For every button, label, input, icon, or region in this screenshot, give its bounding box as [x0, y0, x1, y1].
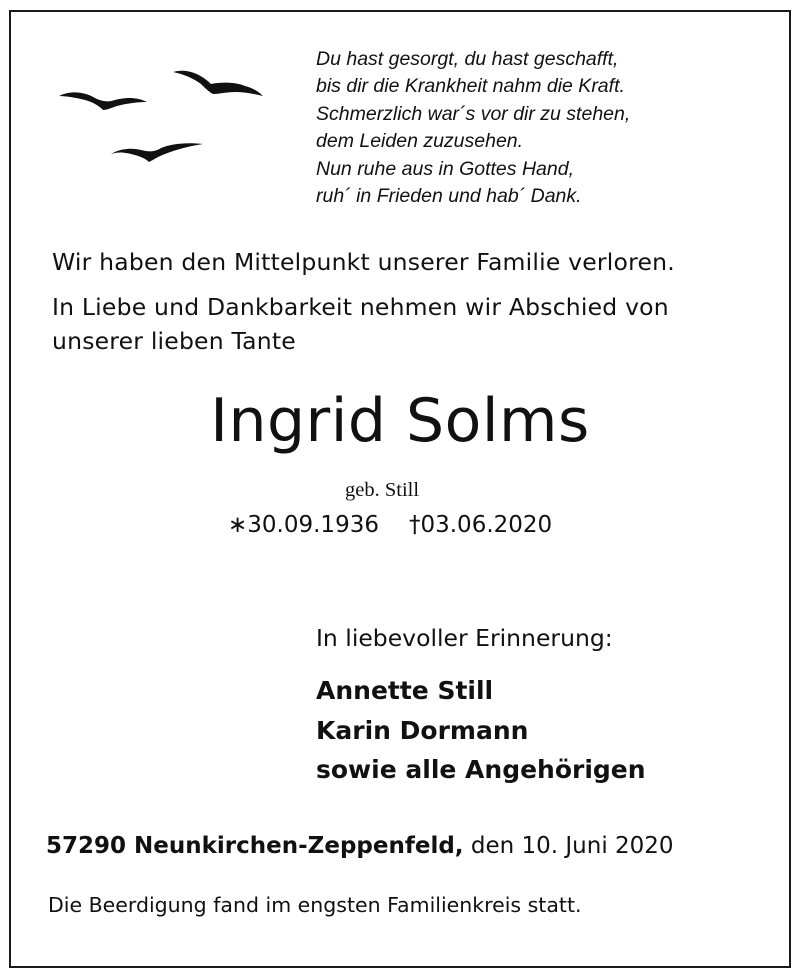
- intro-line-3: unserer lieben Tante: [52, 327, 296, 355]
- intro-line-2: In Liebe und Dankbarkeit nehmen wir Abschied von: [52, 293, 669, 321]
- remembrance-heading: In liebevoller Erinnerung:: [316, 624, 613, 652]
- mourner-name: Annette Still: [316, 676, 494, 705]
- poem-line: Schmerzlich war´s vor dir zu stehen,: [316, 102, 631, 125]
- poem-line: Du hast gesorgt, du hast geschafft,: [316, 48, 619, 70]
- life-dates: [228, 512, 552, 538]
- birth-symbol-icon: ∗: [228, 512, 248, 538]
- bird-icon: [111, 143, 203, 162]
- mourner-name: sowie alle Angehörigen: [316, 755, 646, 784]
- birth-date: 30.09.1936: [247, 512, 379, 538]
- place-and-date: [46, 833, 674, 859]
- deceased-name: Ingrid Solms: [210, 386, 590, 456]
- poem-line: ruh´ in Frieden und hab´ Dank.: [316, 185, 582, 208]
- death-symbol-icon: †: [408, 512, 421, 538]
- birds-illustration: [55, 62, 270, 167]
- poem-line: Nun ruhe aus in Gottes Hand,: [316, 157, 574, 180]
- maiden-name: geb. Still: [345, 479, 420, 501]
- death-date: 03.06.2020: [420, 512, 553, 538]
- funeral-note: Die Beerdigung fand im engsten Familienkreis statt.: [48, 893, 582, 917]
- notice-date: den 10. Juni 2020: [470, 833, 674, 859]
- poem-line: dem Leiden zuzusehen.: [316, 130, 524, 153]
- location: 57290 Neunkirchen-Zeppenfeld,: [46, 833, 464, 859]
- poem: [316, 46, 630, 210]
- poem-line: bis dir die Krankheit nahm die Kraft.: [316, 75, 625, 98]
- mourner-name: Karin Dormann: [316, 716, 529, 745]
- intro-line-1: Wir haben den Mittelpunkt unserer Familie verloren.: [52, 248, 675, 276]
- bird-icon: [59, 92, 147, 110]
- bird-icon: [173, 71, 263, 96]
